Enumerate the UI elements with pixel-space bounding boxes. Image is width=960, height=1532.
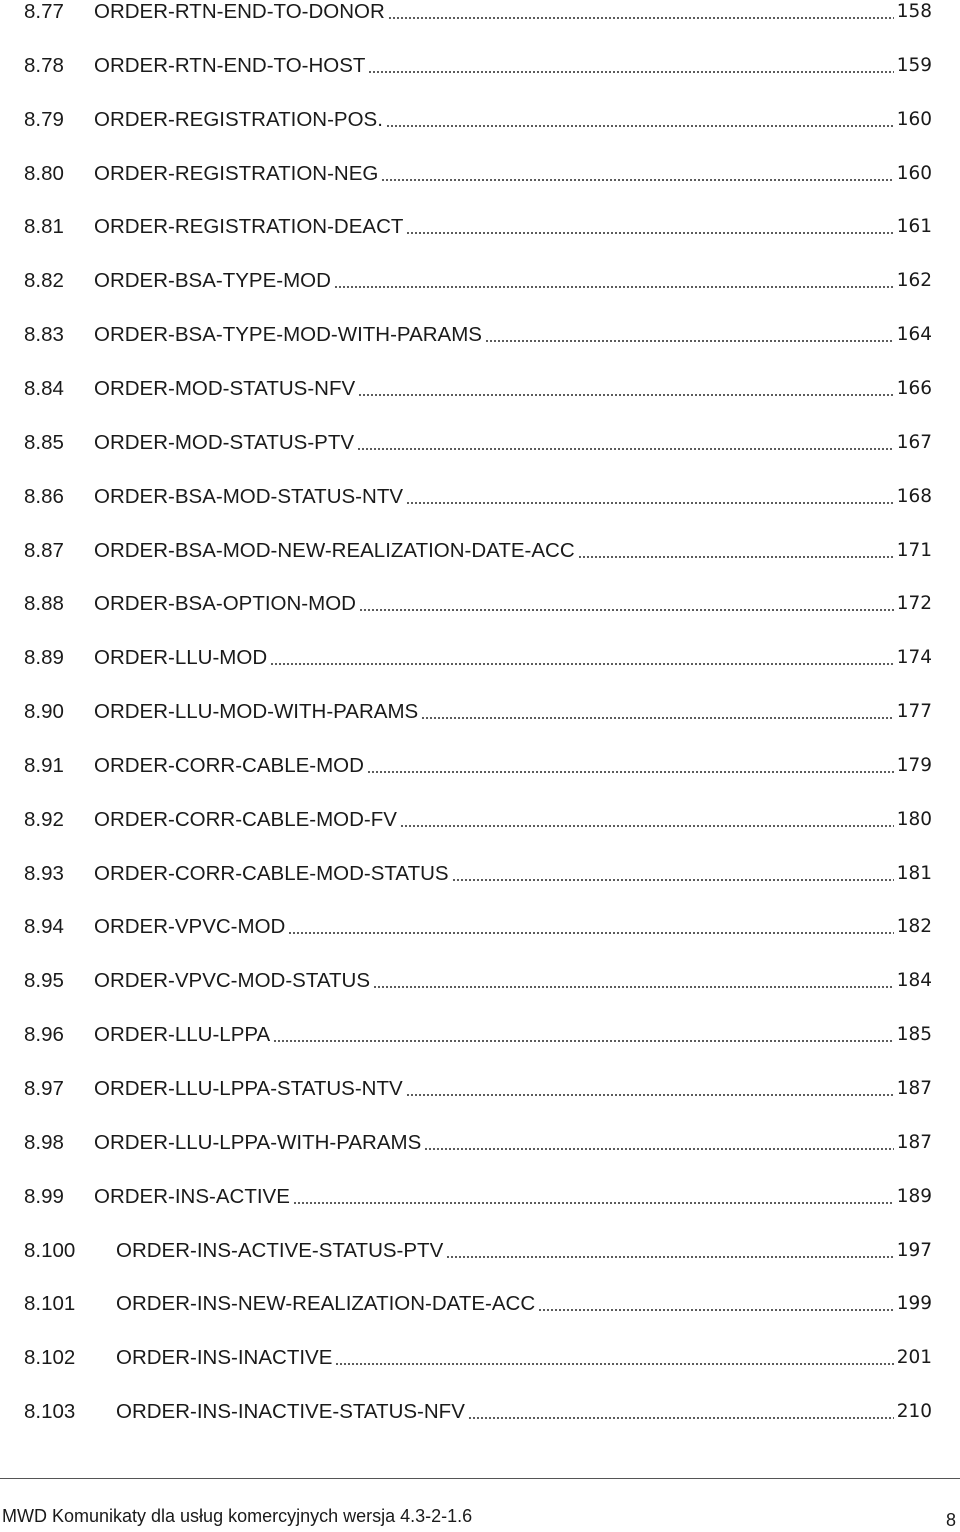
toc-entry-page: 189 (896, 1185, 932, 1207)
toc-entry-page: 158 (896, 1, 932, 22)
toc-entry-page: 172 (896, 593, 932, 615)
toc-entry[interactable] (24, 909, 932, 939)
toc-entry-title: ORDER-INS-INACTIVE-STATUS-NFV (116, 1400, 465, 1424)
toc-entry-title: ORDER-REGISTRATION-NEG (94, 161, 379, 185)
toc-entry-title: ORDER-RTN-END-TO-DONOR (94, 0, 385, 23)
toc-entry[interactable] (24, 156, 932, 186)
toc-entry[interactable] (24, 102, 932, 132)
toc-entry-title: ORDER-MOD-STATUS-PTV (94, 430, 355, 454)
toc-entry-number: 8.86 (24, 484, 64, 508)
toc-entry-number: 8.98 (24, 1130, 64, 1154)
toc-entry-title: ORDER-INS-NEW-REALIZATION-DATE-ACC (116, 1292, 536, 1316)
toc-entry-page: 166 (896, 377, 932, 399)
toc-entry-title: ORDER-BSA-TYPE-MOD (94, 269, 331, 293)
toc-entry-number: 8.88 (24, 592, 64, 616)
toc-entry[interactable] (24, 1286, 932, 1316)
toc-entry[interactable] (24, 802, 932, 832)
toc-entry[interactable] (24, 963, 932, 993)
toc-entry-title: ORDER-LLU-LPPA (94, 1023, 271, 1047)
toc-dot-leader (373, 986, 894, 988)
toc-entry-number: 8.80 (24, 161, 64, 185)
toc-entry[interactable] (24, 317, 932, 347)
toc-entry-number: 8.77 (24, 0, 64, 23)
toc-entry-title: ORDER-LLU-MOD (94, 646, 268, 670)
toc-entry[interactable] (24, 1071, 932, 1101)
toc-entry-number: 8.102 (24, 1346, 76, 1370)
toc-entry-title: ORDER-MOD-STATUS-NFV (94, 376, 356, 400)
toc-entry[interactable] (24, 371, 932, 401)
toc-dot-leader (406, 232, 893, 234)
toc-entry-title: ORDER-LLU-LPPA-WITH-PARAMS (94, 1130, 422, 1154)
toc-entry-page: 160 (896, 162, 932, 184)
toc-entry-number: 8.91 (24, 753, 64, 777)
toc-dot-leader (406, 502, 894, 504)
toc-entry-title: ORDER-VPVC-MOD-STATUS (94, 969, 370, 993)
toc-entry-number: 8.90 (24, 700, 64, 724)
toc-entry-number: 8.95 (24, 969, 64, 993)
toc-entry[interactable] (24, 1179, 932, 1209)
toc-entry[interactable] (24, 1017, 932, 1047)
toc-dot-leader (273, 1040, 893, 1042)
page-footer (0, 1502, 960, 1528)
toc-entry-title: ORDER-REGISTRATION-POS. (94, 107, 383, 131)
toc-entry-number: 8.100 (24, 1238, 76, 1262)
toc-entry-title: ORDER-BSA-MOD-STATUS-NTV (94, 484, 404, 508)
toc-dot-leader (452, 879, 894, 881)
toc-entry-number: 8.82 (24, 269, 64, 293)
toc-entry-page: 182 (896, 916, 932, 938)
toc-dot-leader (359, 609, 894, 611)
toc-entry-page: 164 (896, 324, 932, 346)
toc-entry-title: ORDER-BSA-MOD-NEW-REALIZATION-DATE-ACC (94, 538, 575, 562)
toc-dot-leader (421, 717, 893, 719)
toc-entry-page: 179 (896, 754, 932, 776)
toc-entry-number: 8.94 (24, 915, 64, 939)
toc-entry[interactable] (24, 209, 932, 239)
toc-entry-number: 8.84 (24, 376, 64, 400)
toc-entry-page: 168 (896, 485, 932, 507)
toc-entry-page: 187 (896, 1078, 932, 1099)
toc-dot-leader (335, 1363, 893, 1365)
toc-dot-leader (468, 1417, 894, 1419)
toc-entry-title: ORDER-LLU-MOD-WITH-PARAMS (94, 700, 419, 724)
toc-entry-number: 8.81 (24, 215, 64, 239)
toc-entry-title: ORDER-REGISTRATION-DEACT (94, 215, 404, 239)
toc-dot-leader (406, 1094, 894, 1096)
toc-entry[interactable] (24, 1233, 932, 1263)
toc-dot-leader (485, 340, 894, 342)
toc-entry-page: 174 (896, 647, 932, 669)
footer-divider (0, 1478, 960, 1479)
toc-entry[interactable] (24, 640, 932, 670)
toc-entry-page: 184 (896, 970, 932, 992)
toc-entry-page: 199 (896, 1293, 932, 1315)
footer-page-number: 8 (945, 1510, 956, 1530)
toc-entry-page: 201 (896, 1347, 932, 1369)
toc-entry[interactable] (24, 0, 932, 24)
toc-entry-page: 162 (896, 270, 932, 292)
footer-document-title: MWD Komunikaty dla usług komercyjnych wersja 4.3-2-1.6 (2, 1506, 473, 1526)
toc-entry-page: 171 (896, 539, 932, 561)
toc-dot-leader (357, 448, 894, 450)
toc-entry-title: ORDER-LLU-LPPA-STATUS-NTV (94, 1077, 403, 1100)
toc-entry[interactable] (24, 748, 932, 778)
toc-dot-leader (381, 179, 893, 181)
toc-dot-leader (293, 1202, 894, 1204)
toc-entry[interactable] (24, 586, 932, 616)
toc-entry-page: 181 (896, 862, 932, 884)
toc-dot-leader (334, 286, 894, 288)
toc-dot-leader (288, 932, 893, 934)
toc-entry-number: 8.96 (24, 1023, 64, 1047)
toc-entry-page: 177 (896, 701, 932, 723)
toc-dot-leader (578, 556, 894, 558)
toc-dot-leader (270, 663, 894, 665)
toc-entry-title: ORDER-BSA-TYPE-MOD-WITH-PARAMS (94, 323, 482, 347)
toc-dot-leader (388, 17, 894, 19)
toc-entry-title: ORDER-BSA-OPTION-MOD (94, 592, 356, 616)
toc-entry-page: 185 (896, 1024, 932, 1046)
toc-entry-page: 187 (896, 1131, 932, 1153)
toc-dot-leader (386, 125, 894, 127)
toc-entry[interactable] (24, 1340, 932, 1370)
toc-entry-title: ORDER-RTN-END-TO-HOST (94, 53, 366, 77)
toc-entry[interactable] (24, 263, 932, 293)
toc-entry[interactable] (24, 1394, 932, 1424)
toc-dot-leader (358, 394, 894, 396)
toc-dot-leader (367, 771, 894, 773)
toc-dot-leader (368, 71, 893, 73)
toc-entry-number: 8.103 (24, 1400, 76, 1424)
toc-entry[interactable] (24, 694, 932, 724)
toc-entry-title: ORDER-INS-ACTIVE (94, 1184, 290, 1208)
toc-entry-number: 8.85 (24, 430, 64, 454)
toc-entry-title: ORDER-VPVC-MOD (94, 915, 286, 939)
toc-entry-title: ORDER-INS-ACTIVE-STATUS-PTV (116, 1238, 444, 1262)
toc-entry[interactable] (24, 48, 932, 78)
toc-entry-number: 8.101 (24, 1292, 76, 1316)
toc-entry-page: 159 (896, 54, 932, 76)
toc-entry-number: 8.89 (24, 646, 64, 670)
toc-entry[interactable] (24, 533, 932, 563)
toc-dot-leader (424, 1148, 893, 1150)
toc-entry-title: ORDER-CORR-CABLE-MOD-STATUS (94, 861, 449, 885)
toc-entry-page: 210 (896, 1401, 932, 1423)
toc-dot-leader (400, 825, 894, 827)
toc-entry-number: 8.83 (24, 323, 64, 347)
toc-entry-page: 161 (896, 216, 932, 238)
toc-entry-page: 197 (896, 1239, 932, 1261)
toc-entry-number: 8.97 (24, 1077, 64, 1100)
toc-entry-title: ORDER-CORR-CABLE-MOD (94, 753, 364, 777)
toc-entry-number: 8.93 (24, 861, 64, 885)
toc-entry[interactable] (24, 1125, 932, 1155)
toc-entry[interactable] (24, 479, 932, 509)
toc-entry-title: ORDER-INS-INACTIVE (116, 1346, 333, 1370)
toc-entry-number: 8.99 (24, 1184, 64, 1208)
toc-entry-page: 167 (896, 431, 932, 453)
toc-entry-number: 8.79 (24, 107, 64, 131)
toc-dot-leader (538, 1309, 894, 1311)
toc-entry[interactable] (24, 856, 932, 886)
toc-entry-number: 8.92 (24, 807, 64, 831)
toc-entry-number: 8.87 (24, 538, 64, 562)
toc-entry-title: ORDER-CORR-CABLE-MOD-FV (94, 807, 397, 831)
toc-entry-page: 180 (896, 808, 932, 830)
toc-dot-leader (446, 1256, 893, 1258)
toc-entry-page: 160 (896, 108, 932, 130)
toc-entry-number: 8.78 (24, 53, 64, 77)
toc-entry[interactable] (24, 425, 932, 455)
